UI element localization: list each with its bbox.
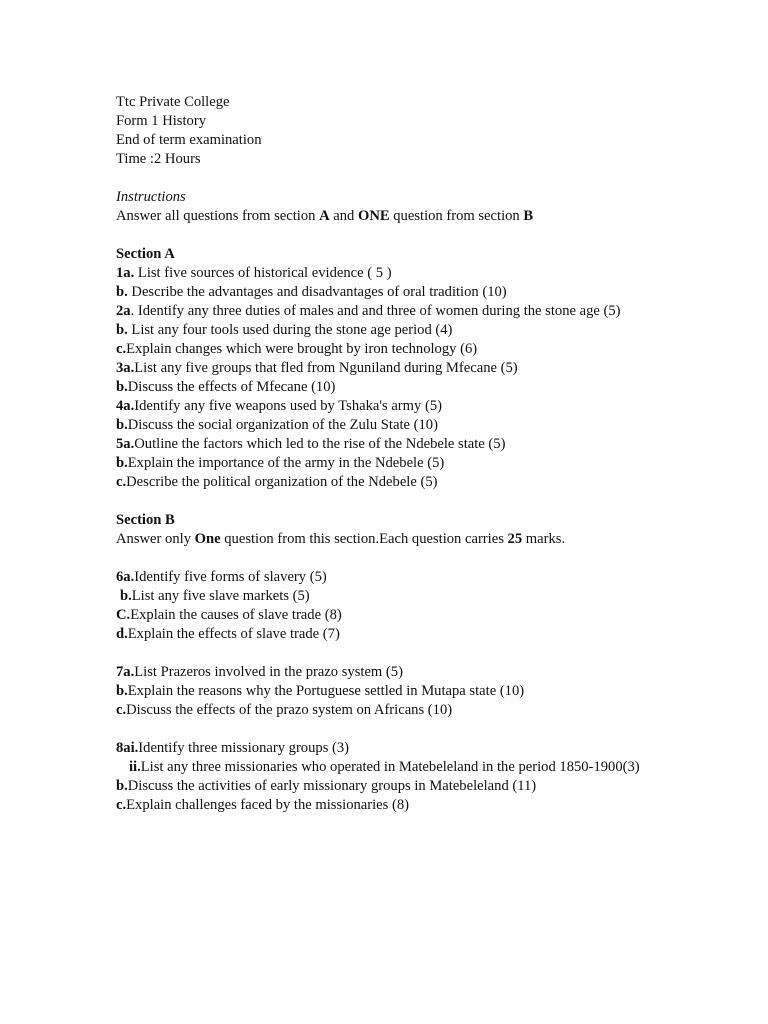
question-item (116, 435, 651, 454)
section-b (116, 511, 651, 815)
question-number: d. (116, 626, 128, 642)
question-item (116, 264, 651, 283)
question-text: Describe the political organization of the Ndebele (5) (126, 474, 438, 490)
question-number: c. (116, 702, 127, 718)
section-a-heading: Section A (116, 246, 175, 262)
question-number: c. (116, 797, 127, 813)
question-text: Identify any five weapons used by Tshaka's army (5) (134, 398, 442, 414)
instructions-section-a: A (319, 208, 330, 224)
question-item (116, 321, 651, 340)
question-item (116, 473, 651, 492)
school-name: Ttc Private College (116, 94, 230, 110)
question-number: b. (120, 588, 132, 604)
instructions-part2: and (329, 208, 358, 224)
question-number: c. (116, 474, 127, 490)
question-number: 4a. (116, 398, 135, 414)
instructions-text (116, 207, 651, 226)
question-text: List any four tools used during the stone age period (4) (127, 322, 453, 338)
question-number: 2a (116, 303, 131, 319)
question-item (116, 758, 651, 777)
question-item (116, 340, 651, 359)
question-item (116, 378, 651, 397)
question-item (116, 283, 651, 302)
question-text: List Prazeros involved in the prazo system (5) (134, 664, 403, 680)
question-item (116, 796, 651, 815)
section-a (116, 245, 651, 492)
question-number: 7a. (116, 664, 135, 680)
question-text: List five sources of historical evidence ( 5 ) (134, 265, 392, 281)
exam-title: End of term examination (116, 132, 262, 148)
question-text: Explain the causes of slave trade (8) (130, 607, 342, 623)
instructions-one: ONE (357, 208, 390, 224)
question-text: Explain changes which were brought by iron technology (6) (126, 341, 478, 357)
form-subject: Form 1 History (116, 113, 206, 129)
question-number: b. (116, 683, 128, 699)
question-text: Discuss the activities of early missionary groups in Matebeleland (11) (127, 778, 537, 794)
question-number: b. (116, 455, 128, 471)
question-text: . Identify any three duties of males and and three of women during the stone age (5) (130, 303, 621, 319)
question-number: ii. (129, 759, 141, 775)
instructions-part3: question from section (389, 208, 524, 224)
question-text: Discuss the social organization of the Zulu State (10) (127, 417, 438, 433)
question-8 (116, 739, 651, 815)
question-number: 1a. (116, 265, 135, 281)
instructions-heading: Instructions (116, 189, 186, 205)
question-text: Discuss the effects of Mfecane (10) (127, 379, 336, 395)
question-text: Explain the importance of the army in the Ndebele (5) (127, 455, 445, 471)
question-number: c. (116, 341, 127, 357)
question-number: 3a. (116, 360, 135, 376)
question-number: b. (116, 778, 128, 794)
question-number: b. (116, 417, 128, 433)
question-item (116, 416, 651, 435)
question-number: b. (116, 284, 128, 300)
question-item (116, 739, 651, 758)
question-text: Discuss the effects of the prazo system on Africans (10) (126, 702, 453, 718)
exam-time: Time :2 Hours (116, 151, 201, 167)
question-text: List any three missionaries who operated in Matebeleland in the period 1850-1900(3) (140, 759, 640, 775)
question-text: List any five slave markets (5) (131, 588, 310, 604)
section-b-heading: Section B (116, 512, 175, 528)
section-b-instr-part3: marks. (522, 531, 566, 547)
question-text: Identify five forms of slavery (5) (134, 569, 327, 585)
question-number: 6a. (116, 569, 135, 585)
question-item (116, 701, 651, 720)
question-number: C. (116, 607, 131, 623)
question-text: Identify three missionary groups (3) (138, 740, 350, 756)
question-item (116, 625, 651, 644)
instructions-section-b: B (523, 208, 534, 224)
question-item (116, 568, 651, 587)
question-item (116, 682, 651, 701)
instructions-block (116, 188, 651, 226)
question-item (116, 454, 651, 473)
exam-header (116, 93, 651, 169)
section-b-instr-part1: Answer only (116, 531, 195, 547)
section-b-instr-part2: question from this section.Each question carries (220, 531, 508, 547)
instructions-part1: Answer all questions from section (116, 208, 320, 224)
question-number: 8ai. (116, 740, 139, 756)
question-number: b. (116, 322, 128, 338)
question-item (116, 606, 651, 625)
question-number: b. (116, 379, 128, 395)
question-item (116, 777, 651, 796)
question-7 (116, 663, 651, 720)
question-item (116, 587, 651, 606)
question-item (116, 397, 651, 416)
question-number: 5a. (116, 436, 135, 452)
section-b-instr-marks: 25 (507, 531, 523, 547)
question-text: Explain challenges faced by the missionaries (8) (126, 797, 410, 813)
question-text: Explain the effects of slave trade (7) (127, 626, 340, 642)
question-text: Explain the reasons why the Portuguese settled in Mutapa state (10) (127, 683, 525, 699)
question-text: Describe the advantages and disadvantages of oral tradition (10) (127, 284, 507, 300)
question-text: Outline the factors which led to the rise of the Ndebele state (5) (134, 436, 506, 452)
question-6 (116, 568, 651, 644)
question-text: List any five groups that fled from Nguniland during Mfecane (5) (134, 360, 518, 376)
question-item (116, 663, 651, 682)
question-item (116, 359, 651, 378)
question-item (116, 302, 651, 321)
section-b-instr-one: One (194, 531, 221, 547)
section-b-instructions (116, 530, 651, 549)
exam-page (116, 93, 651, 815)
